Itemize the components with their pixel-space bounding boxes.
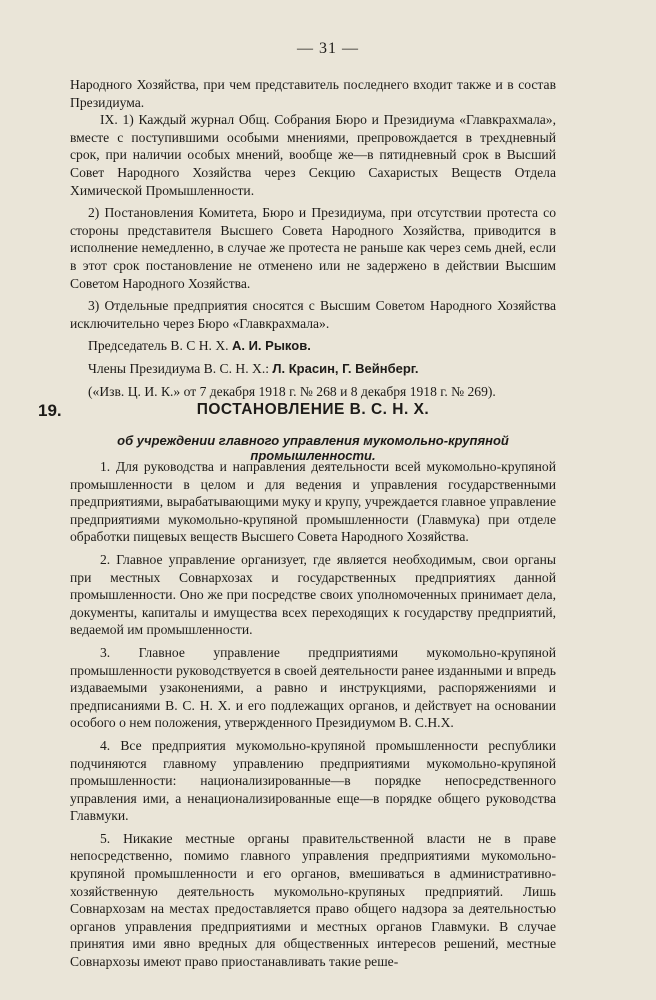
paragraph-ix-3: 3) Отдельные предприятия сносятся с Высшим Советом Народного Хозяйства исключительно через Бюро «Главкрахмала». [70, 298, 556, 331]
previous-decree-continuation [70, 76, 556, 400]
signature-members [70, 360, 556, 378]
paragraph-ix-2: 2) Постановления Комитета, Бюро и Президиума, при отсутствии протеста со стороны представителя Высшего Совета Народного Хозяйства, приводится в исполнение немедленно, в случае же протеста не раньше как через семь дней, если в этот срок постановление не отменено или не задержено в действии Высшим Советом Народного Хозяйства. [70, 205, 556, 291]
paragraph-4: 4. Все предприятия мукомольно-крупяной промышленности республики подчиняются главному управлению предприятиями мукомольно-крупяной промышленности: национализированные—в порядке непосредственного управления ими, а ненационализированные еще—в порядке общего руководства Главмуки. [70, 737, 556, 824]
paragraph-3: 3. Главное управление предприятиями мукомольно-крупяной промышленности руководствуется в своей деятельности ранее изданными и впредь издаваемыми узаконениями, а равно и инструкциями, распоряжениями и предписаниями В. С. Н. Х. и его подлежащих органов, и действует на основании особого о нем положения, утвержденного Президиумом В. С.Н.Х. [70, 644, 556, 731]
document-subtitle: об учреждении главного управления мукомольно-крупяной промышленности. [117, 433, 509, 463]
signature-chairman-name: А. И. Рыков. [231, 338, 311, 354]
signature-chairman-prefix: Председатель В. С Н. Х. [88, 338, 229, 354]
paragraph-continuation: Народного Хозяйства, при чем представитель последнего входит также и в состав Президиума. [70, 77, 556, 110]
paragraph-ix-1: IX. 1) Каждый журнал Общ. Собрания Бюро и Президиума «Главкрахмала», вместе с поступившими особыми мнениями, препровождается в трехдневный срок, при наличии особых мнений, вообще же—в пятидневный срок в Высший Совет Народного Хозяйства через Секцию Сахаристых Веществ Отдела Химической Промышленности. [70, 112, 556, 198]
signature-members-names: Л. Красин, Г. Вейнберг. [272, 360, 419, 376]
source-citation: («Изв. Ц. И. К.» от 7 декабря 1918 г. № 268 и 8 декабря 1918 г. № 269). [88, 383, 496, 399]
paragraph-5: 5. Никакие местные органы правительственной власти не в праве непосредственно, помимо главного управления предприятиями мукомольно-крупяной промышленности и его органов, вмешиваться в административно-хозяйственную деятельность мукомольно-крупяных предприятий. Лишь Совнархозам на местах предоставляется право общего надзора за деятельностью органов управления предприятиями и местных органов Главмуки. В случае принятия ими явно вредных для общественных интересов решений, местные Совнархозы имеют право приостанавливать такие реше- [70, 830, 556, 970]
document-body [70, 458, 556, 971]
document-title: ПОСТАНОВЛЕНИЕ В. С. Н. Х. [196, 401, 430, 418]
paragraph-2: 2. Главное управление организует, где является необходимым, свои органы при местных Совнархозах и государственных предприятиях данной промышленности. Оно же при посредстве своих уполномоченных принимает дела, документы, капиталы и имущества всех переходящих к государству предприятий, ведаемой им промышленности. [70, 551, 556, 638]
page-number: — 31 — [297, 40, 359, 57]
paragraph-1: 1. Для руководства и направления деятельности всей мукомольно-крупяной промышленности в целом и для ведения и управления государственными предприятиями, вырабатывающими муку и крупу, учреждается главное управление предприятиями мукомольно-крупяной промышленности (Главмука) при отделе обработки пищевых веществ Высшего Совета Народного Хозяйства. [70, 459, 556, 545]
document-number: 19. [38, 401, 62, 420]
signature-chairman [70, 337, 556, 355]
signature-members-prefix: Члены Президиума В. С. Н. Х.: [88, 360, 269, 376]
